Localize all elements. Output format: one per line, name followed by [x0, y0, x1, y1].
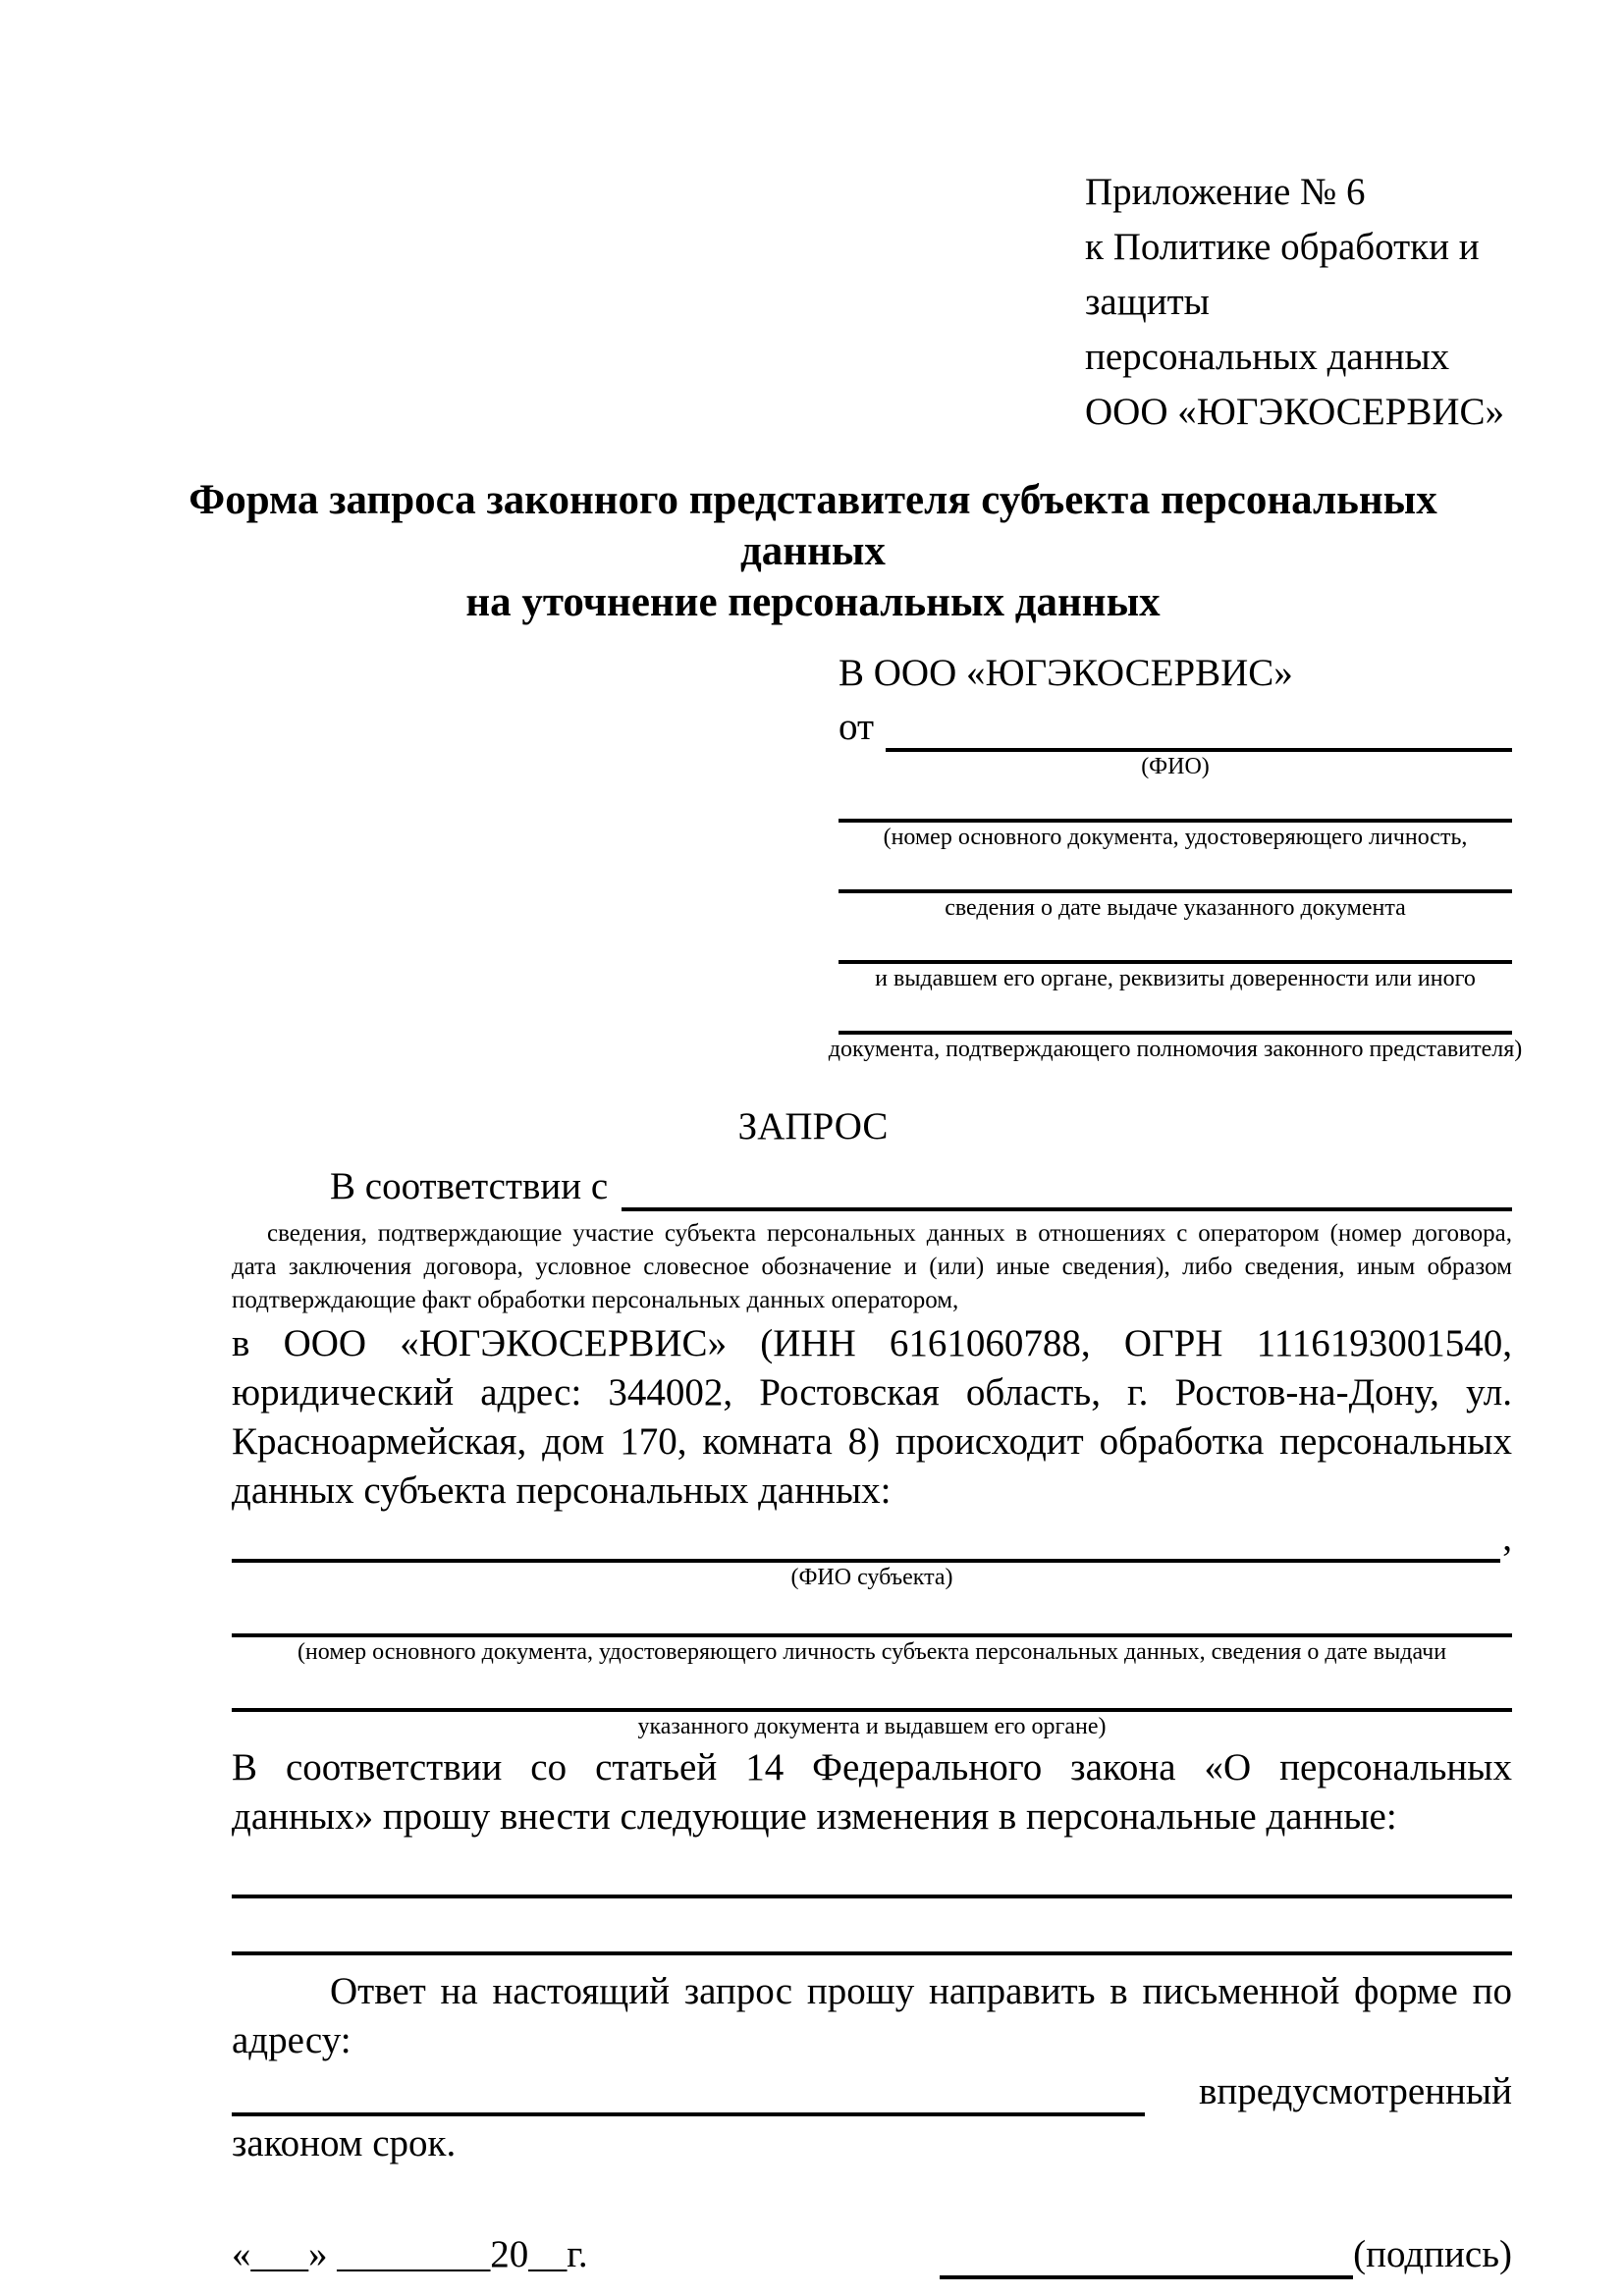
answer-paragraph-line-1: Ответ на настоящий запрос прошу направить в письменной форме по адресу: — [232, 1970, 1512, 2061]
accordance-row — [232, 1162, 1512, 1211]
signature-area — [940, 2230, 1512, 2279]
subject-doc-caption-1: (номер основного документа, удостоверяющего личность субъекта персональных данных, сведения о дате выдачи — [297, 1639, 1447, 1665]
doc-number-caption: (номер основного документа, удостоверяющего личность, — [883, 825, 1468, 850]
subject-doc-blank-line-1 — [232, 1592, 1512, 1637]
appendix-block — [1085, 165, 1512, 440]
answer-word-provided: предусмотренный — [1217, 2070, 1512, 2112]
accordance-blank-line — [622, 1207, 1512, 1211]
subject-fio-row — [232, 1516, 1512, 1563]
authority-doc-caption: документа, подтверждающего полномочия законного представителя) — [828, 1037, 1523, 1062]
address-blank-line — [232, 2065, 1145, 2116]
issuing-authority-caption: и выдавшем его органе, реквизиты доверенности или иного — [875, 966, 1476, 991]
fine-print: сведения, подтверждающие участие субъекта персональных данных в отношениях с оператором (номер договора, дата заключения договора, условное словесное обозначение и (или) иные сведения), либо сведения, иным образом подтверждающие факт обработки персональных данных оператором, — [232, 1220, 1512, 1313]
subject-line-comma: , — [1502, 1517, 1512, 1559]
appendix-line-1: Приложение № 6 — [1085, 171, 1366, 213]
issue-date-blank-line — [839, 852, 1512, 893]
operator-paragraph: в ООО «ЮГЭКОСЕРВИС» (ИНН 6161060788, ОГРН 1116193001540, юридический адрес: 344002, Ростовская область, г. Ростов-на-Дону, ул. Красноармейская, дом 170, комната 8) происходит обработка персональных данных субъекта персональных данных: — [232, 1322, 1512, 1512]
answer-paragraph-line-2 — [1145, 2067, 1512, 2116]
doc-number-blank-line — [839, 781, 1512, 823]
law-paragraph: В соответствии со статьей 14 Федерального закона «О персональных данных» прошу внести следующие изменения в персональные данные: — [232, 1746, 1512, 1838]
answer-word-in: в — [1198, 2070, 1218, 2112]
appendix-line-4: ООО «ЮГЭКОСЕРВИС» — [1085, 391, 1505, 433]
subject-doc-blank-line-2 — [232, 1667, 1512, 1712]
accordance-label: В соответствии с — [330, 1165, 609, 1207]
from-row — [839, 703, 1512, 752]
addressee-block — [828, 650, 1523, 1064]
document-title — [114, 475, 1512, 628]
date-blank: «___» ________20__г. — [232, 2233, 588, 2275]
title-line-1: Форма запроса законного представителя субъекта персональных данных — [189, 477, 1437, 574]
appendix-line-3: персональных данных — [1085, 336, 1450, 378]
issuing-authority-blank-line — [839, 923, 1512, 964]
appendix-line-2: к Политике обработки и защиты — [1085, 226, 1480, 323]
request-heading: ЗАПРОС — [737, 1105, 889, 1148]
fio-caption: (ФИО) — [1141, 754, 1210, 779]
signature-blank-line — [940, 2232, 1353, 2279]
addressee-to: В ООО «ЮГЭКОСЕРВИС» — [839, 652, 1293, 694]
answer-paragraph-line-3: законом срок. — [232, 2122, 457, 2164]
changes-blank-line-1 — [232, 1842, 1512, 1898]
subject-fio-caption: (ФИО субъекта) — [790, 1565, 953, 1590]
title-line-2: на уточнение персональных данных — [465, 579, 1161, 625]
authority-doc-blank-line — [839, 993, 1512, 1035]
issue-date-caption: сведения о дате выдаче указанного документа — [945, 895, 1406, 921]
signature-caption: (подпись) — [1353, 2233, 1512, 2275]
date-signature-row — [232, 2230, 1512, 2279]
changes-blank-line-2 — [232, 1898, 1512, 1955]
from-label: от — [839, 706, 875, 748]
answer-address-row — [232, 2065, 1512, 2116]
subject-doc-caption-2: указанного документа и выдавшем его органе) — [637, 1714, 1107, 1739]
